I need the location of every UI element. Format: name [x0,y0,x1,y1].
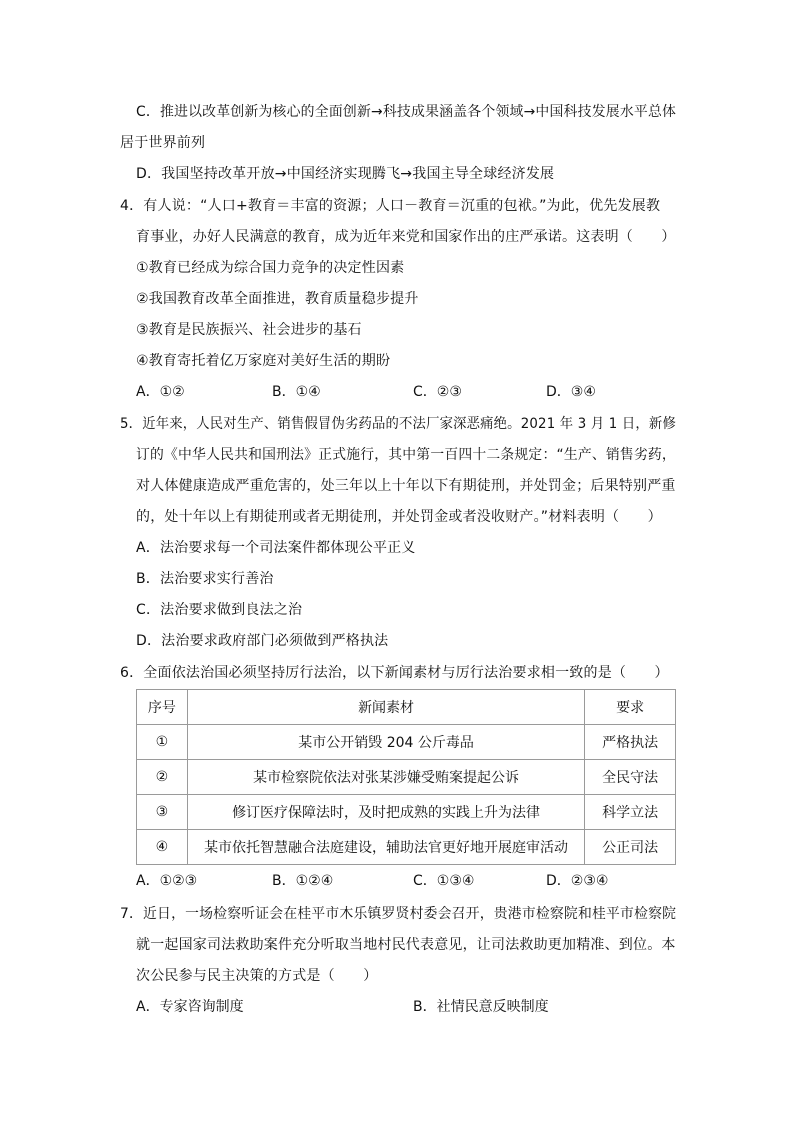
header-requirement: 要求 [585,690,676,725]
q5-stem-line1: 5．近年来，人民对生产、销售假冒伪劣药品的不法厂家深恶痛绝。2021 年 3 月 1 日，新修 [120,416,676,432]
q7-stem-line1: 7．近日，一场检察听证会在桂平市木乐镇罗贤村委会召开，贵港市检察院和桂平市检察院 [120,906,677,922]
header-index: 序号 [137,690,188,725]
row-requirement: 公正司法 [585,830,676,865]
news-material-table [136,689,676,865]
q5-option-c[interactable]: C．法治要求做到良法之治 [136,602,303,618]
q4-stem-line2: 育事业，办好人民满意的教育，成为近年来党和国家作出的庄严承诺。这表明（ ） [136,229,676,245]
table-row [137,725,676,760]
row-index: ② [137,760,188,795]
q6-option-a[interactable]: A．①②③ [136,873,198,889]
table-row [137,760,676,795]
q4-stem-line1: 4．有人说：“人口+教育＝丰富的资源；人口－教育＝沉重的包袱。”为此，优先发展教 [120,198,661,214]
q4-item-1: ①教育已经成为综合国力竞争的决定性因素 [136,260,405,276]
q3-option-c-line2: 居于世界前列 [120,135,206,151]
q4-option-d[interactable]: D．③④ [546,384,596,400]
row-material: 某市检察院依法对张某涉嫌受贿案提起公诉 [187,760,584,795]
row-requirement: 科学立法 [585,795,676,830]
table-row [137,795,676,830]
q4-item-3: ③教育是民族振兴、社会进步的基石 [136,322,362,338]
table-header-row [137,690,676,725]
q4-option-c[interactable]: C．②③ [413,384,462,400]
q7-option-b[interactable]: B．社情民意反映制度 [413,999,549,1015]
row-index: ③ [137,795,188,830]
q7-stem-line2: 就一起国家司法救助案件充分听取当地村民代表意见，让司法救助更加精准、到位。本 [136,937,676,953]
q5-stem-line4: 的，处十年以上有期徒刑或者无期徒刑，并处罚金或者没收财产。”材料表明（ ） [136,509,662,525]
q5-option-d[interactable]: D．法治要求政府部门必须做到严格执法 [136,633,389,649]
q7-option-a[interactable]: A．专家咨询制度 [136,999,244,1015]
row-requirement: 严格执法 [585,725,676,760]
q3-option-d: D．我国坚持改革开放→中国经济实现腾飞→我国主导全球经济发展 [136,166,555,182]
q6-stem: 6．全面依法治国必须坚持厉行法治，以下新闻素材与厉行法治要求相一致的是（ ） [120,665,669,681]
row-material: 某市公开销毁 204 公斤毒品 [187,725,584,760]
q7-options [136,997,656,1017]
header-material: 新闻素材 [187,690,584,725]
q3-option-c-line1: C．推进以改革创新为核心的全面创新→科技成果涵盖各个领域→中国科技发展水平总体 [136,104,677,120]
q4-option-a[interactable]: A．①② [136,384,185,400]
q5-option-b[interactable]: B．法治要求实行善治 [136,571,274,587]
q4-options [136,382,656,402]
table-row [137,830,676,865]
q5-stem-line3: 对人体健康造成严重危害的，处三年以上十年以下有期徒刑，并处罚金；后果特别严重 [136,478,676,494]
row-material: 某市依托智慧融合法庭建设，辅助法官更好地开展庭审活动 [187,830,584,865]
row-index: ④ [137,830,188,865]
q7-stem-line3: 次公民参与民主决策的方式是（ ） [136,968,378,984]
q4-item-4: ④教育寄托着亿万家庭对美好生活的期盼 [136,353,391,369]
row-requirement: 全民守法 [585,760,676,795]
q5-option-a[interactable]: A．法治要求每一个司法案件都体现公平正义 [136,540,416,556]
q6-option-c[interactable]: C．①③④ [413,873,475,889]
row-material: 修订医疗保障法时，及时把成熟的实践上升为法律 [187,795,584,830]
row-index: ① [137,725,188,760]
q6-option-d[interactable]: D．②③④ [546,873,609,889]
q4-option-b[interactable]: B．①④ [272,384,321,400]
q4-item-2: ②我国教育改革全面推进，教育质量稳步提升 [136,291,419,307]
q6-options [136,871,656,891]
q6-option-b[interactable]: B．①②④ [272,873,334,889]
q5-stem-line2: 订的《中华人民共和国刑法》正式施行，其中第一百四十二条规定：“生产、销售劣药， [136,447,676,463]
